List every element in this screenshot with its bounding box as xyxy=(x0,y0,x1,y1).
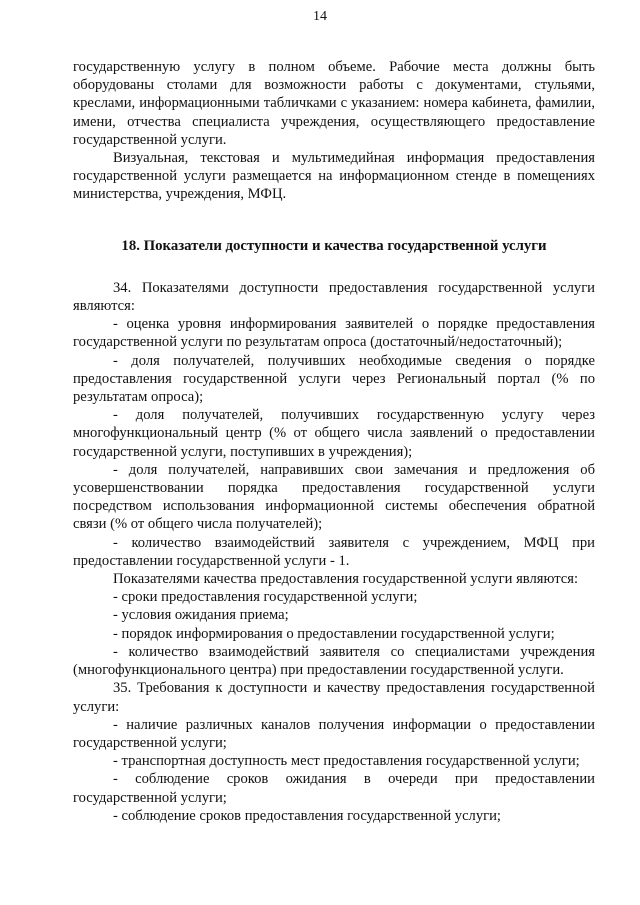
intro-paragraph: Визуальная, текстовая и мультимедийная информация предоставления государственной услуги размещается на информационном стенде в помещениях министерства, учреждения, МФЦ. xyxy=(73,150,595,203)
list-item: - количество взаимодействий заявителя с учреждением, МФЦ при предоставлении государственной услуги - 1. xyxy=(73,534,595,569)
section-heading: 18. Показатели доступности и качества государственной услуги xyxy=(121,237,547,254)
list-item: - порядок информирования о предоставлении государственной услуги; xyxy=(113,625,555,642)
list-item: - оценка уровня информирования заявителей о порядке предоставления государственной услуги по результатам опроса (достаточный/недостаточный); xyxy=(73,316,595,351)
page-number: 14 xyxy=(313,9,327,24)
list-item: - наличие различных каналов получения информации о предоставлении государственной услуги; xyxy=(73,716,595,751)
paragraph-34-lead: 34. Показателями доступности предоставления государственной услуги являются: xyxy=(73,279,595,315)
quality-lead: Показателями качества предоставления государственной услуги являются: xyxy=(113,571,579,588)
list-item: - доля получателей, получивших государственную услугу через многофункциональный центр (% от общего числа заявлений о предоставлении государственной услуги, поступивших в учреждения); xyxy=(73,407,595,460)
list-item: - соблюдение сроков ожидания в очереди при предоставлении государственной услуги; xyxy=(73,771,595,806)
list-item: - количество взаимодействий заявителя со специалистами учреждения (многофункционального центра) при предоставлении государственной услуги. xyxy=(73,643,595,679)
document-body xyxy=(73,58,595,825)
list-item: - соблюдение сроков предоставления государственной услуги; xyxy=(113,807,501,824)
list-item: - доля получателей, получивших необходимые сведения о порядке предоставления государственной услуги через Региональный портал (% по результатам опроса); xyxy=(73,352,595,406)
list-item: - условия ожидания приема; xyxy=(113,607,289,624)
paragraph-35-lead: 35. Требования к доступности и качеству предоставления государственной услуги: xyxy=(73,680,595,715)
list-item: - сроки предоставления государственной услуги; xyxy=(113,589,418,606)
list-item: - доля получателей, направивших свои замечания и предложения об усовершенствовании порядка предоставления государственной услуги посредством использования информационной системы обеспечения обратной связи (% от общего числа получателей); xyxy=(73,461,595,533)
list-item: - транспортная доступность мест предоставления государственной услуги; xyxy=(113,753,580,770)
intro-paragraph: государственную услугу в полном объеме. Рабочие места должны быть оборудованы столами для возможности работы с документами, стульями, креслами, информационными табличками с указанием: номера кабинета, фамилии, имени, отчества специалиста учреждения, осуществляющего предоставление государственной услуги. xyxy=(73,59,595,148)
intro-block xyxy=(73,58,595,204)
